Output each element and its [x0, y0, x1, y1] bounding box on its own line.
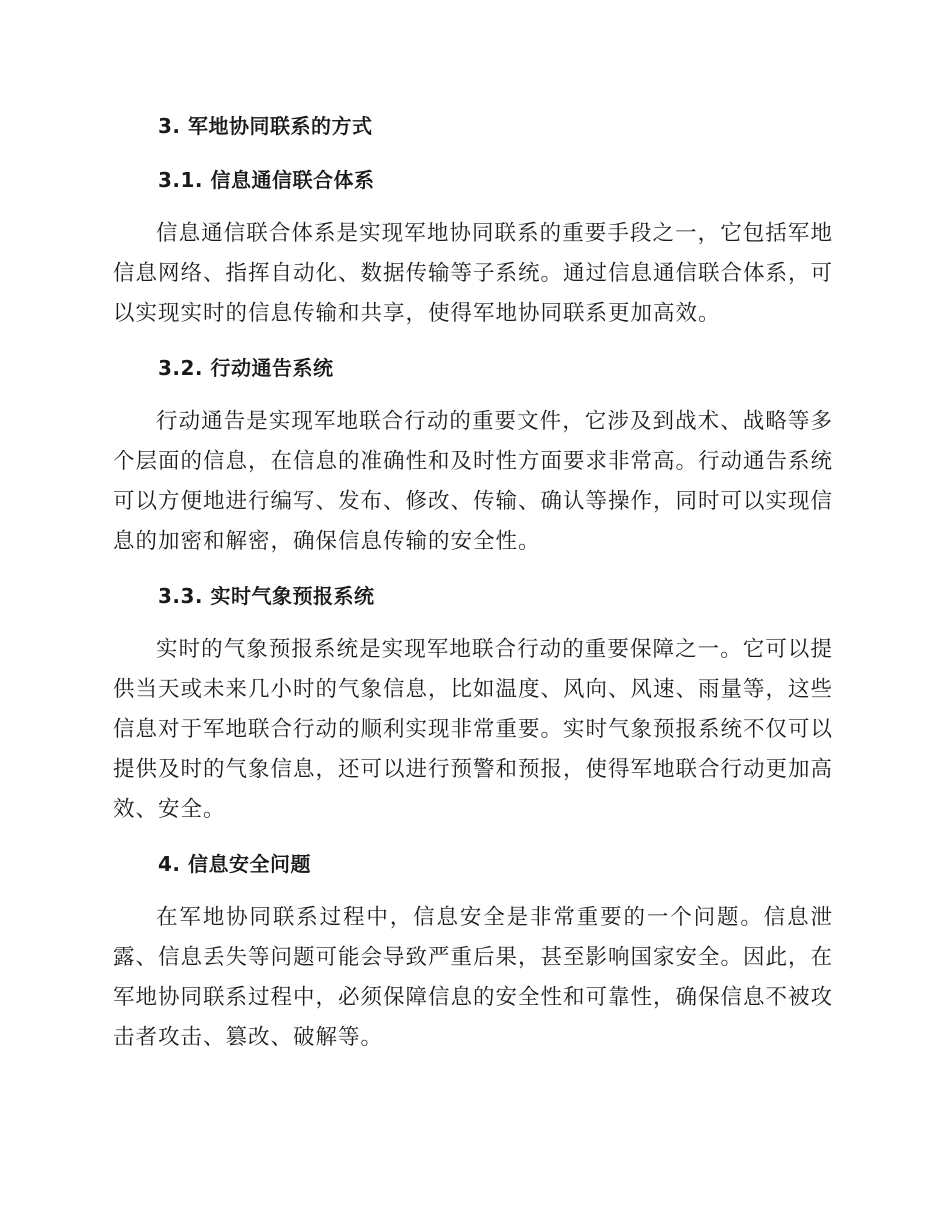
section-heading: 3.3. 实时气象预报系统	[158, 584, 375, 608]
section-heading: 4. 信息安全问题	[158, 852, 311, 876]
section-heading: 3.2. 行动通告系统	[158, 356, 334, 380]
document-body	[113, 106, 833, 1072]
section-3-2	[113, 348, 833, 562]
section-4	[113, 844, 833, 1058]
section-3	[113, 106, 833, 146]
section-paragraph: 信息通信联合体系是实现军地协同联系的重要手段之一，它包括军地信息网络、指挥自动化、数据传输等子系统。通过信息通信联合体系，可以实现实时的信息传输和共享，使得军地协同联系更加高效。	[113, 221, 834, 326]
section-paragraph: 行动通告是实现军地联合行动的重要文件，它涉及到战术、战略等多个层面的信息，在信息的准确性和及时性方面要求非常高。行动通告系统可以方便地进行编写、发布、修改、传输、确认等操作，同时可以实现信息的加密和解密，确保信息传输的安全性。	[113, 409, 834, 554]
section-3-1	[113, 160, 833, 334]
section-heading: 3. 军地协同联系的方式	[158, 114, 373, 138]
section-paragraph: 实时的气象预报系统是实现军地联合行动的重要保障之一。它可以提供当天或未来几小时的气象信息，比如温度、风向、风速、雨量等，这些信息对于军地联合行动的顺利实现非常重要。实时气象预报系统不仅可以提供及时的气象信息，还可以进行预警和预报，使得军地联合行动更加高效、安全。	[113, 637, 834, 822]
section-paragraph: 在军地协同联系过程中，信息安全是非常重要的一个问题。信息泄露、信息丢失等问题可能会导致严重后果，甚至影响国家安全。因此，在军地协同联系过程中，必须保障信息的安全性和可靠性，确保信息不被攻击者攻击、篡改、破解等。	[113, 905, 834, 1050]
section-3-3	[113, 576, 833, 830]
section-heading: 3.1. 信息通信联合体系	[158, 168, 375, 192]
